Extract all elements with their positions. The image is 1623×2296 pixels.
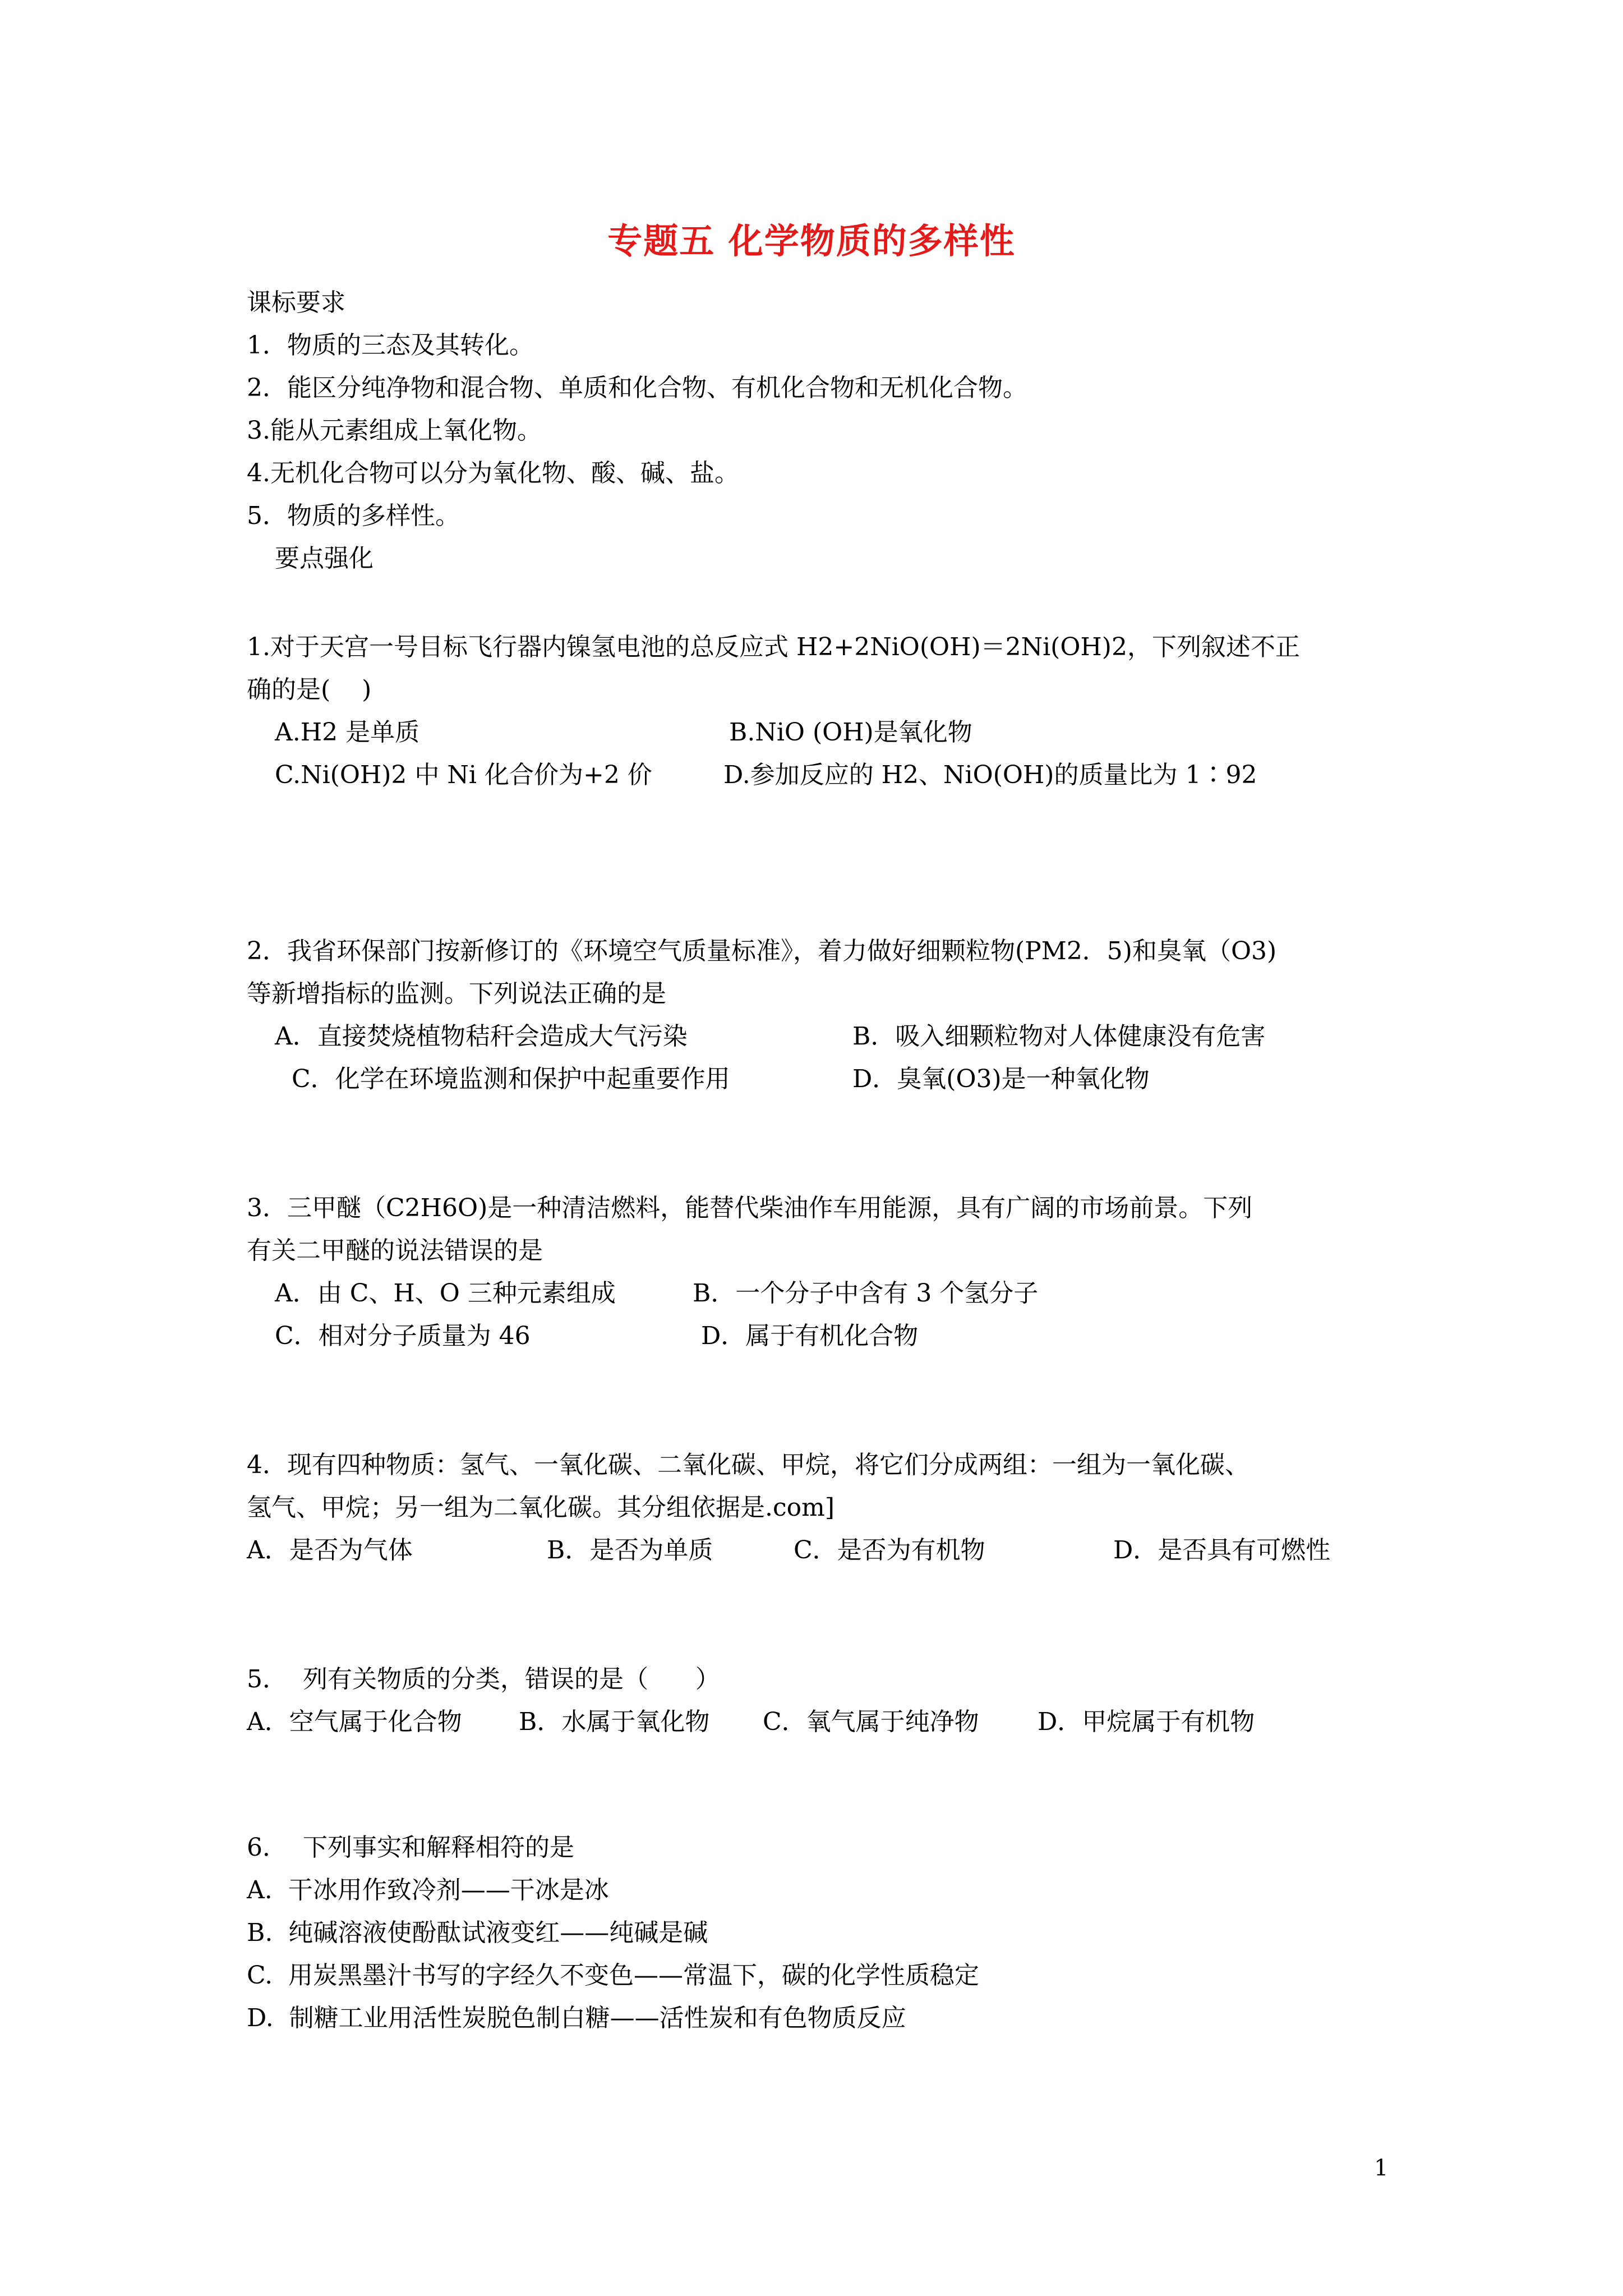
question-2-option-d: D．臭氧(O3)是一种氧化物 bbox=[852, 1065, 1150, 1093]
question-6-stem-line: 6． 下列事实和解释相符的是 bbox=[247, 1833, 574, 1862]
question-2-option-b: B．吸入细颗粒物对人体健康没有危害 bbox=[852, 1022, 1266, 1051]
question-3-option-a: A．由 C、H、O 三种元素组成 bbox=[275, 1279, 616, 1308]
requirement-item: 1．物质的三态及其转化。 bbox=[247, 331, 534, 360]
question-4-stem-line: 4．现有四种物质：氢气、一氧化碳、二氧化碳、甲烷，将它们分成两组：一组为一氧化碳、 bbox=[247, 1451, 1249, 1479]
key-points-heading: 要点强化 bbox=[275, 544, 374, 573]
question-3-option-d: D．属于有机化合物 bbox=[701, 1322, 919, 1350]
question-5-option-d: D．甲烷属于有机物 bbox=[1038, 1708, 1255, 1736]
requirement-item: 4.无机化合物可以分为氧化物、酸、碱、盐。 bbox=[247, 459, 739, 487]
question-3-stem-line: 3．三甲醚（C2H6O)是一种清洁燃料，能替代柴油作车用能源，具有广阔的市场前景。下列 bbox=[247, 1194, 1253, 1222]
question-4-option-c: C．是否为有机物 bbox=[794, 1536, 985, 1565]
question-6-option-c: C. 用炭黑墨汁书写的字经久不变色——常温下，碳的化学性质稳定 bbox=[247, 1961, 980, 1990]
question-5-option-a: A．空气属于化合物 bbox=[247, 1708, 462, 1736]
question-1-option-d: D.参加反应的 H2、NiO(OH)的质量比为 1∶92 bbox=[723, 761, 1257, 789]
question-3-option-c: C．相对分子质量为 46 bbox=[275, 1322, 531, 1350]
page-title: 专题五 化学物质的多样性 bbox=[607, 220, 1016, 261]
question-6-option-b: B. 纯碱溶液使酚酞试液变红——纯碱是碱 bbox=[247, 1918, 708, 1947]
question-1-stem-line: 1.对于天宫一号目标飞行器内镍氢电池的总反应式 H2+2NiO(OH)＝2Ni(OH)2，下列叙述不正 bbox=[247, 633, 1300, 661]
question-5-stem-line: 5． 列有关物质的分类，错误的是（ ） bbox=[247, 1665, 720, 1694]
page-number: 1 bbox=[1374, 2155, 1389, 2181]
question-3-stem-line: 有关二甲醚的说法错误的是 bbox=[247, 1236, 543, 1265]
question-6-option-a: A. 干冰用作致冷剂——干冰是冰 bbox=[247, 1876, 609, 1904]
question-1-option-c: C.Ni(OH)2 中 Ni 化合价为+2 价 bbox=[275, 761, 652, 789]
question-1-option-b: B.NiO (OH)是氧化物 bbox=[729, 718, 972, 747]
question-5-option-c: C．氧气属于纯净物 bbox=[763, 1708, 979, 1736]
question-4-option-b: B．是否为单质 bbox=[547, 1536, 713, 1565]
question-2-stem-line: 2．我省环保部门按新修订的《环境空气质量标准》，着力做好细颗粒物(PM2．5)和臭氧（O3) bbox=[247, 937, 1277, 965]
question-5-option-b: B．水属于氧化物 bbox=[519, 1708, 710, 1736]
question-2-stem-line: 等新增指标的监测。下列说法正确的是 bbox=[247, 979, 666, 1008]
question-4-stem-line: 氢气、甲烷；另一组为二氧化碳。其分组依据是.com] bbox=[247, 1493, 835, 1522]
requirement-item: 5．物质的多样性。 bbox=[247, 501, 460, 530]
question-1-option-a: A.H2 是单质 bbox=[275, 718, 420, 747]
question-6-option-d: D. 制糖工业用活性炭脱色制白糖——活性炭和有色物质反应 bbox=[247, 2004, 906, 2032]
question-2-option-a: A．直接焚烧植物秸秆会造成大气污染 bbox=[275, 1022, 688, 1051]
requirement-item: 3.能从元素组成上氧化物。 bbox=[247, 416, 542, 445]
question-1-stem-line: 确的是( ) bbox=[247, 675, 372, 704]
question-4-option-a: A．是否为气体 bbox=[247, 1536, 413, 1565]
question-4-option-d: D．是否具有可燃性 bbox=[1113, 1536, 1331, 1565]
requirement-item: 2．能区分纯净物和混合物、单质和化合物、有机化合物和无机化合物。 bbox=[247, 374, 1027, 402]
requirements-heading: 课标要求 bbox=[247, 288, 345, 317]
question-2-option-c: C．化学在环境监测和保护中起重要作用 bbox=[292, 1065, 730, 1093]
question-3-option-b: B．一个分子中含有 3 个氢分子 bbox=[693, 1279, 1039, 1308]
